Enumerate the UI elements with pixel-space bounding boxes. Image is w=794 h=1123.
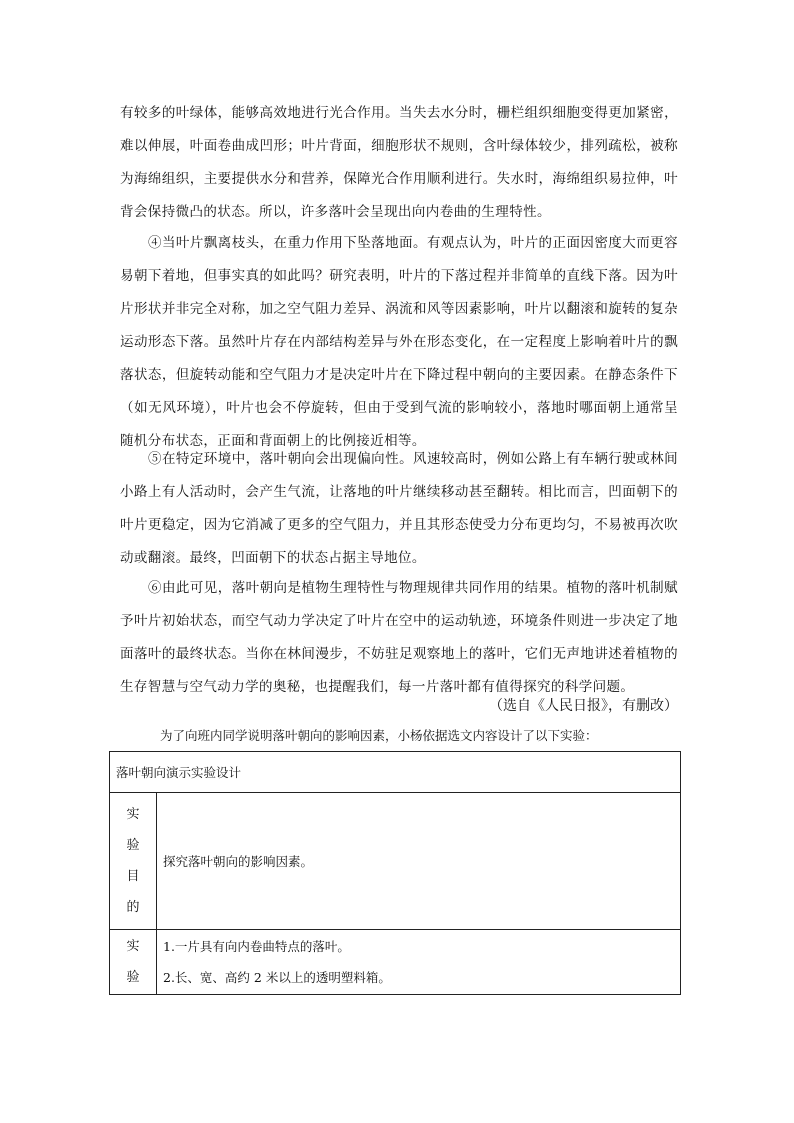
table-row [110, 793, 681, 930]
materials-label [110, 930, 157, 995]
paragraph-6: ⑥由此可见，落叶朝向是植物生理特性与物理规律共同作用的结果。植物的落叶机制赋予叶片初始状态，而空气动力学决定了叶片在空中的运动轨迹，环境条件则进一步决定了地面落叶的最终状态。当你在林间漫步，不妨驻足观察地上的落叶，它们无声地讲述着植物的生存智慧与空气动力学的奥秘，也提醒我们，每一片落叶都有值得探究的科学问题。 [120, 580, 678, 695]
table-title: 落叶朝向演示实验设计 [110, 752, 681, 793]
materials-label-char: 实 [126, 939, 140, 954]
paragraph-4: ④当叶片飘离枝头，在重力作用下坠落地面。有观点认为，叶片的正面因密度大而更容易朝下着地，但事实真的如此吗？研究表明，叶片的下落过程并非简单的直线下落。因为叶片形状并非完全对称，加之空气阻力差异、涡流和风等因素影响，叶片以翻滚和旋转的复杂运动形态下落。虽然叶片存在内部结构差异与外在形态变化，在一定程度上影响着叶片的飘落状态，但旋转动能和空气阻力才是决定叶片在下降过程中朝向的主要因素。在静态条件下（如无风环境），叶片也会不停旋转，但由于受到气流的影响较小，落地时哪面朝上通常呈随机分布状态，正面和背面朝上的比例接近相等。 [120, 235, 678, 449]
purpose-label-char: 的 [126, 900, 140, 915]
source-citation: （选自《人民日报》，有删改） [489, 698, 678, 714]
experiment-intro: 为了向班内同学说明落叶朝向的影响因素，小杨依据选文内容设计了以下实验： [160, 728, 598, 743]
experiment-table [109, 751, 681, 995]
table-row [110, 752, 681, 793]
table-row [110, 930, 681, 995]
material-item: 2.长、宽、高约 2 米以上的透明塑料箱。 [163, 970, 391, 985]
purpose-label-char: 实 [126, 807, 140, 822]
purpose-label-char: 验 [126, 838, 140, 853]
purpose-label [110, 793, 157, 930]
paragraph-1: 有较多的叶绿体，能够高效地进行光合作用。当失去水分时，栅栏组织细胞变得更加紧密，难以伸展，叶面卷曲成凹形；叶片背面，细胞形状不规则，含叶绿体较少，排列疏松，被称为海绵组织，主要提供水分和营养，保障光合作用顺利进行。失水时，海绵组织易拉伸，叶背会保持微凸的状态。所以，许多落叶会呈现出向内卷曲的生理特性。 [120, 105, 678, 220]
paragraph-5: ⑤在特定环境中，落叶朝向会出现偏向性。风速较高时，例如公路上有车辆行驶或林间小路上有人活动时，会产生气流，让落地的叶片继续移动甚至翻转。相比而言，凹面朝下的叶片更稳定，因为它消减了更多的空气阻力，并且其形态使受力分布更均匀，不易被再次吹动或翻滚。最终，凹面朝下的状态占据主导地位。 [120, 451, 678, 566]
materials-list [157, 930, 681, 995]
material-item: 1.一片具有向内卷曲特点的落叶。 [163, 939, 350, 954]
purpose-text: 探究落叶朝向的影响因素。 [157, 793, 681, 930]
purpose-label-char: 目 [126, 869, 140, 884]
materials-label-char: 验 [126, 970, 140, 985]
